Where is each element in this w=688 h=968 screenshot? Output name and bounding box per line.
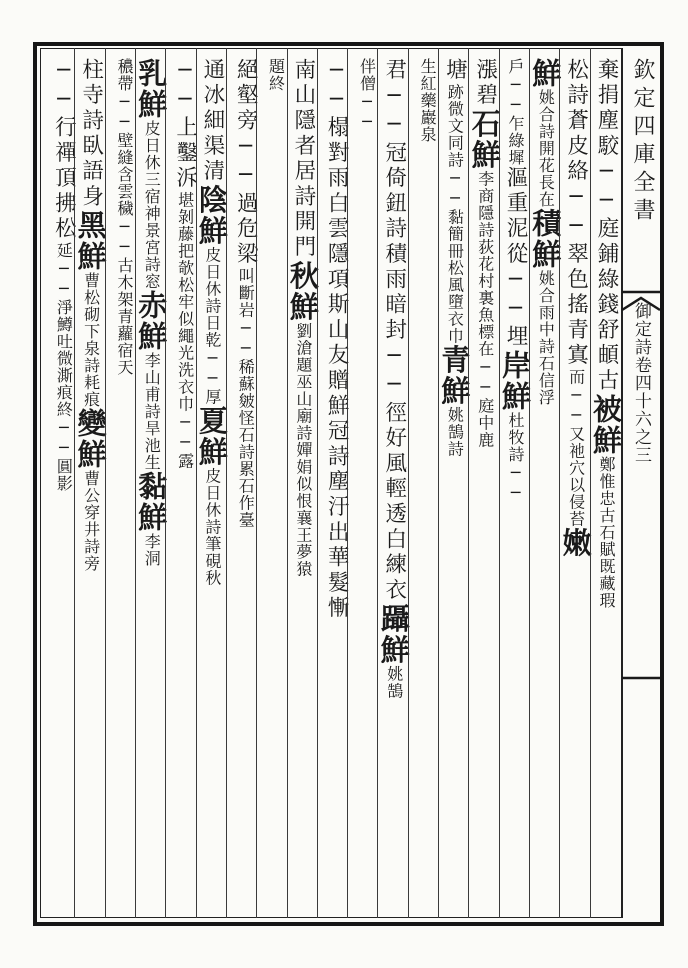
body-text: 塘 — [442, 58, 468, 84]
annotation-text: 戶──乍綠墀 — [506, 58, 526, 166]
annotation-text: 延──淨鱒吐微澌 — [54, 242, 74, 385]
entry-heading: 岸鮮 — [498, 350, 533, 413]
annotation-text: 伴僧── — [357, 58, 377, 132]
entry-heading: 黑鮮 — [73, 209, 108, 272]
body-text: ──上鑿泝 — [172, 58, 198, 192]
text-column-7 — [410, 58, 438, 914]
entry-heading: 赤鮮 — [134, 290, 169, 352]
column-rule — [196, 48, 197, 918]
text-column-2 — [558, 58, 593, 914]
annotation-text: 宿天 — [114, 342, 134, 376]
body-text: 松詩蒼皮絡──翠色搖青寘 — [563, 58, 589, 369]
annotation-text: 曹公穿井詩旁 — [81, 469, 101, 572]
fish-tail-mark-lower — [622, 660, 660, 680]
text-column-16 — [134, 58, 169, 914]
column-rule — [408, 48, 409, 918]
entry-heading: 被鮮 — [588, 393, 623, 456]
annotation-text: 李商隱詩荻花村裏魚標在──庭中鹿 — [475, 170, 495, 449]
entry-heading: 陰鮮 — [194, 184, 229, 247]
text-column-17 — [107, 58, 135, 914]
annotation-text: 生紅藥巖泉 — [418, 58, 438, 143]
entry-heading: 積鮮 — [528, 208, 563, 270]
column-rule — [165, 48, 166, 918]
text-column-8 — [376, 58, 411, 914]
annotation-text: 李洞 — [142, 533, 162, 567]
entry-heading: 石鮮 — [467, 108, 502, 171]
body-text: 柱寺詩臥語身 — [78, 58, 104, 210]
column-rule — [287, 48, 288, 918]
annotation-text: 題終 — [266, 58, 286, 92]
column-rule — [105, 48, 106, 918]
text-column-19 — [46, 58, 77, 914]
annotation-text: 曹松砌下泉詩耗痕 — [81, 271, 101, 408]
annotation-text: 蘇皴怪石詩累石作臺 — [236, 375, 256, 529]
column-rule — [317, 48, 318, 918]
entry-heading: 變鮮 — [73, 407, 108, 470]
body-text: 南山隱者居詩開門 — [290, 58, 316, 261]
body-text: 漚重泥從──埋 — [503, 166, 529, 351]
annotation-text: 而──又祂穴以侵苔 — [566, 368, 586, 528]
annotation-text: 劉滄題巫山廟詩嬋娟似恨襄王夢猿 — [293, 322, 313, 578]
entry-heading: 嫩 — [558, 527, 593, 559]
body-text: ──行禪頂拂松 — [51, 58, 77, 243]
body-text: 棄捐塵駮──庭鋪綠錢舒頔古 — [593, 58, 619, 394]
annotation-text: ──古木架青蘿 — [114, 217, 134, 342]
text-column-1 — [588, 58, 623, 914]
annotation-text: 姚鵠 — [384, 665, 404, 700]
column-rule — [438, 48, 439, 918]
annotation-text: 姚合詩開花長在 — [536, 89, 556, 208]
text-column-18 — [73, 58, 108, 914]
text-column-11 — [285, 58, 320, 914]
column-rule — [226, 48, 227, 918]
column-rule — [590, 48, 591, 918]
body-text: ──榻對雨白雲隱項斯山友贈鮮冠詩塵汙出華髮慚 — [324, 58, 350, 622]
column-rule — [256, 48, 257, 918]
annotation-text: 皮日休詩筆硯秋 — [202, 467, 222, 587]
annotation-text: 姚合雨中詩石信浮 — [536, 270, 556, 406]
text-column-15 — [167, 58, 198, 914]
annotation-text: 叫斷岩──稀 — [236, 267, 256, 376]
body-text: 絕壑旁──過危梁 — [233, 58, 259, 268]
annotation-text: 光洗衣巾──露 — [175, 344, 195, 470]
entry-heading: 黏鮮 — [134, 471, 169, 533]
text-column-6 — [437, 58, 472, 914]
body-text: 君──冠倚鈕詩積雨暗封──徑好風輕透白練衣 — [381, 58, 407, 604]
annotation-text: 杜牧詩── — [506, 412, 526, 504]
annotation-text: 皮日休詩日乾──厚 — [202, 246, 222, 406]
text-column-13 — [228, 58, 259, 914]
text-column-9 — [349, 58, 377, 914]
column-rule — [347, 48, 348, 918]
text-column-3 — [528, 58, 563, 914]
column-rule — [529, 48, 530, 918]
entry-heading: 青鮮 — [437, 344, 472, 407]
body-text: 通冰細渠清 — [199, 58, 225, 185]
text-column-5 — [467, 58, 502, 914]
annotation-text: 李山甫詩旱池生 — [142, 352, 162, 471]
column-rule — [135, 48, 136, 918]
annotation-text: 穠帶──壁縫含雲穢 — [114, 58, 134, 217]
annotation-text: 跡微文同詩──黏簡冊松風墮衣巾 — [445, 83, 465, 345]
margin-book-title: 御定詩卷四十六之三 — [631, 302, 651, 464]
annotation-text: 皮日休三宿神景宮詩窓 — [142, 120, 162, 290]
text-column-14 — [194, 58, 229, 914]
entry-heading: 鮮 — [528, 58, 563, 89]
annotation-text: 痕終──圓影 — [54, 384, 74, 493]
body-text: 漲碧 — [472, 58, 498, 109]
entry-heading: 乳鮮 — [134, 58, 169, 120]
margin-divider — [622, 48, 623, 918]
column-rule — [74, 48, 75, 918]
annotation-text: 姚鵠詩 — [445, 406, 465, 458]
text-column-4 — [498, 58, 533, 914]
annotation-text: 鄭惟忠古石賦既藏瑕 — [596, 455, 616, 609]
column-rule — [377, 48, 378, 918]
text-column-10 — [319, 58, 350, 914]
annotation-text: 堪剝藤把欹松牢似繩 — [175, 191, 195, 345]
entry-heading: 夏鮮 — [194, 405, 229, 468]
entry-heading: 躡鮮 — [376, 603, 411, 666]
column-rule — [559, 48, 560, 918]
margin-series-title: 欽定四庫全書 — [630, 58, 655, 226]
column-rule — [499, 48, 500, 918]
entry-heading: 秋鮮 — [285, 260, 320, 323]
text-column-12 — [258, 58, 286, 914]
column-rule — [468, 48, 469, 918]
